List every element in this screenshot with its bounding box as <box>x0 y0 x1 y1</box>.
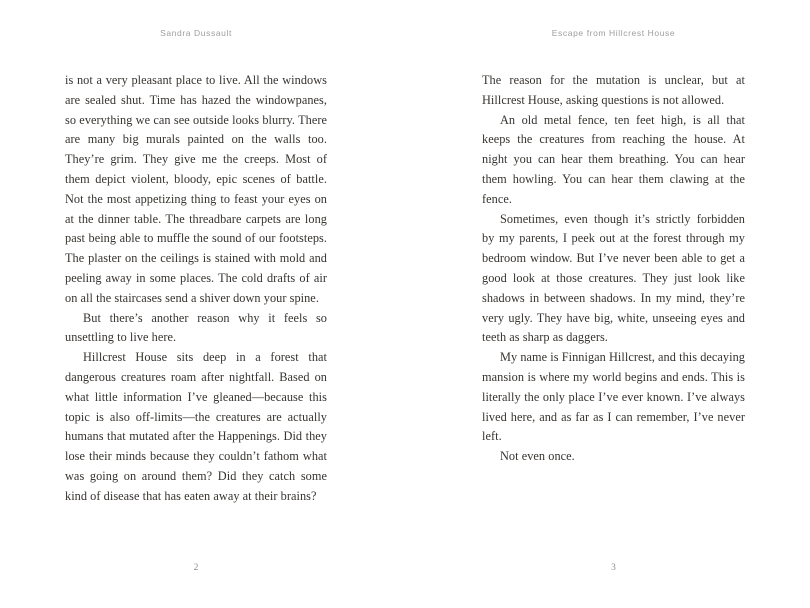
body-paragraph: is not a very pleasant place to live. All the windows are sealed shut. Time has hazed the windowpanes, so everything we can see outside looks blurry. There are many big murals painted on the walls too. They’re grim. They give me the creeps. Most of them depict violent, bloody, epic scenes of battle. Not the most appetizing thing to feast your eyes on at the dinner table. The threadbare carpets are long past being able to muffle the sound of our footsteps. The plaster on the ceilings is stained with mold and peeling away in some places. The cold drafts of air on all the staircases send a shiver down your spine. <box>65 73 327 305</box>
body-paragraph: My name is Finnigan Hillcrest, and this decaying mansion is where my world begins and ends. This is literally the only place I’ve ever known. I’ve always lived here, and as far as I can remember, I’ve never left. <box>482 350 745 444</box>
right-page-body <box>482 71 745 467</box>
body-paragraph: Sometimes, even though it’s strictly forbidden by my parents, I peek out at the forest through my bedroom window. But I’ve never been able to get a good look at those creatures. They just look like shadows in between shadows. In my mind, they’re very ugly. They have big, white, unseeing eyes and teeth as sharp as daggers. <box>482 211 745 345</box>
body-paragraph: But there’s another reason why it feels so unsettling to live here. <box>65 310 327 345</box>
page-number-left: 2 <box>193 563 199 573</box>
left-page <box>65 0 327 608</box>
body-paragraph: Not even once. <box>500 449 575 464</box>
right-page <box>482 0 745 608</box>
body-paragraph: The reason for the mutation is unclear, but at Hillcrest House, asking questions is not allowed. <box>482 73 745 107</box>
left-page-body <box>65 71 327 507</box>
body-paragraph: An old metal fence, ten feet high, is all that keeps the creatures from reaching the house. At night you can hear them breathing. You can hear them howling. You can hear them clawing at the fence. <box>482 112 745 206</box>
running-header-author: Sandra Dussault <box>160 28 232 38</box>
running-header-title: Escape from Hillcrest House <box>551 28 676 38</box>
page-number-right: 3 <box>611 563 616 573</box>
body-paragraph: Hillcrest House sits deep in a forest that dangerous creatures roam after nightfall. Based on what little information I’ve gleaned—because this topic is also off-limits—the creatures are actually humans that mutated after the Happenings. Did they lose their minds because they couldn’t fathom what was going on around them? Did they catch some kind of disease that has eaten away at their brains? <box>65 350 327 503</box>
